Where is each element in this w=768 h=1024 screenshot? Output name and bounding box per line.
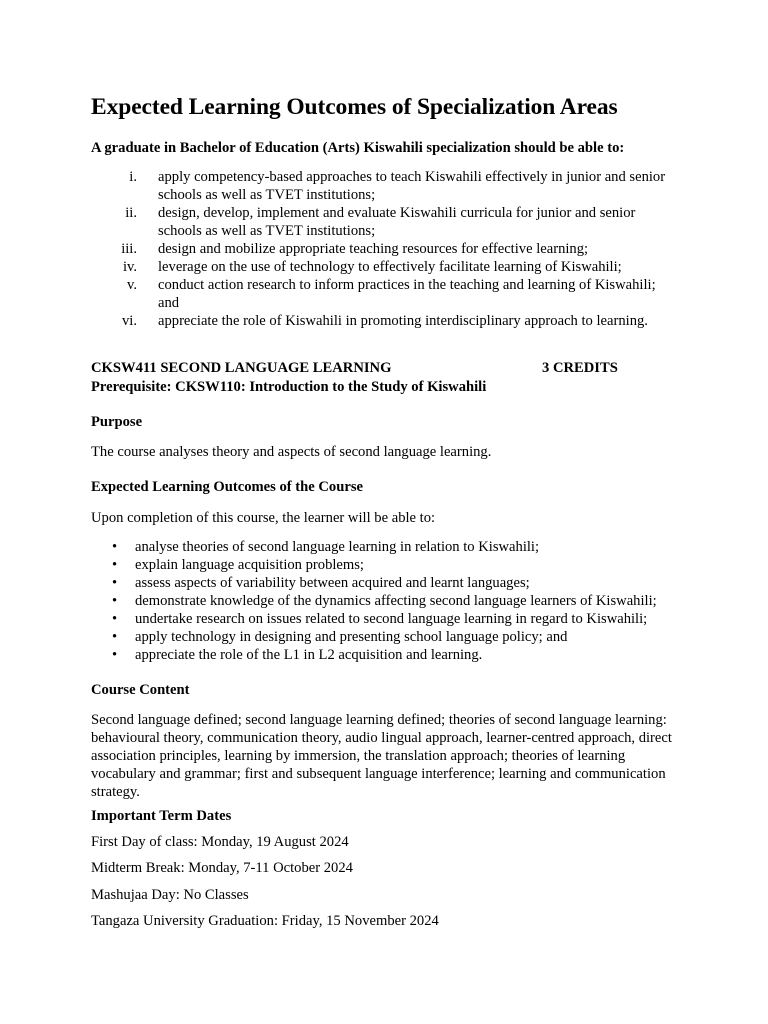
item-text: appreciate the role of the L1 in L2 acquisition and learning. — [135, 647, 483, 663]
specialization-intro: A graduate in Bachelor of Education (Arts) Kiswahili specialization should be able to: — [91, 140, 625, 156]
item-text: analyse theories of second language learning in relation to Kiswahili; — [135, 539, 540, 555]
course-outcomes-intro: Upon completion of this course, the learner will be able to: — [91, 510, 436, 526]
purpose-text: The course analyses theory and aspects of second language learning. — [91, 444, 492, 460]
term-dates-heading: Important Term Dates — [91, 808, 232, 824]
bullet-icon: • — [112, 557, 118, 573]
list-item — [91, 258, 768, 276]
item-text: apply competency-based approaches to teach Kiswahili effectively in junior and senior schools as well as TVET institutions; — [158, 169, 666, 203]
item-number: vi. — [122, 313, 137, 329]
item-number: iii. — [121, 241, 137, 257]
item-number: i. — [129, 169, 137, 185]
item-text: leverage on the use of technology to effectively facilitate learning of Kiswahili; — [158, 259, 622, 275]
purpose-heading: Purpose — [91, 414, 143, 430]
term-date-item: Tangaza University Graduation: Friday, 15 November 2024 — [91, 913, 439, 929]
term-date-item: First Day of class: Monday, 19 August 2024 — [91, 834, 349, 850]
list-item — [91, 276, 768, 312]
item-text: apply technology in designing and presenting school language policy; and — [135, 629, 568, 645]
item-text: design, develop, implement and evaluate Kiswahili curricula for junior and senior schools as well as TVET institutions; — [158, 205, 636, 239]
item-number: iv. — [122, 259, 137, 275]
list-item — [91, 204, 768, 240]
item-number: v. — [127, 277, 137, 293]
list-item — [91, 240, 768, 258]
item-text: assess aspects of variability between acquired and learnt languages; — [135, 575, 530, 591]
item-text: demonstrate knowledge of the dynamics affecting second language learners of Kiswahili; — [135, 593, 657, 609]
course-content-text: Second language defined; second language learning defined; theories of second language learning: behavioural theory, communication theory, audio lingual approach, learner-centred approach, direct association principles, learning by immersion, the translation approach; theories of learning vocabulary and grammar; first and subsequent language interference; learning and communication strategy. — [91, 712, 672, 800]
item-text: conduct action research to inform practices in the teaching and learning of Kiswahili; and — [158, 277, 656, 311]
term-date-item: Mashujaa Day: No Classes — [91, 887, 249, 903]
bullet-icon: • — [112, 647, 118, 663]
bullet-icon: • — [112, 629, 118, 645]
course-outcomes-heading: Expected Learning Outcomes of the Course — [91, 479, 363, 495]
course-content-heading: Course Content — [91, 682, 190, 698]
course-prerequisite: Prerequisite: CKSW110: Introduction to the Study of Kiswahili — [91, 379, 487, 395]
term-date-item: Midterm Break: Monday, 7-11 October 2024 — [91, 860, 353, 876]
page-title: Expected Learning Outcomes of Specialization Areas — [91, 94, 618, 120]
bullet-icon: • — [112, 539, 118, 555]
specialization-outcomes-list — [91, 168, 768, 330]
course-credits: 3 CREDITS — [542, 360, 618, 376]
bullet-icon: • — [112, 593, 118, 609]
bullet-icon: • — [112, 611, 118, 627]
item-text: undertake research on issues related to second language learning in regard to Kiswahili; — [135, 611, 648, 627]
list-item — [91, 312, 768, 330]
bullet-icon: • — [112, 575, 118, 591]
course-code-title: CKSW411 SECOND LANGUAGE LEARNING — [91, 360, 392, 376]
item-text: explain language acquisition problems; — [135, 557, 364, 573]
item-text: appreciate the role of Kiswahili in promoting interdisciplinary approach to learning. — [158, 313, 648, 329]
list-item — [91, 168, 768, 204]
item-number: ii. — [125, 205, 137, 221]
item-text: design and mobilize appropriate teaching resources for effective learning; — [158, 241, 589, 257]
